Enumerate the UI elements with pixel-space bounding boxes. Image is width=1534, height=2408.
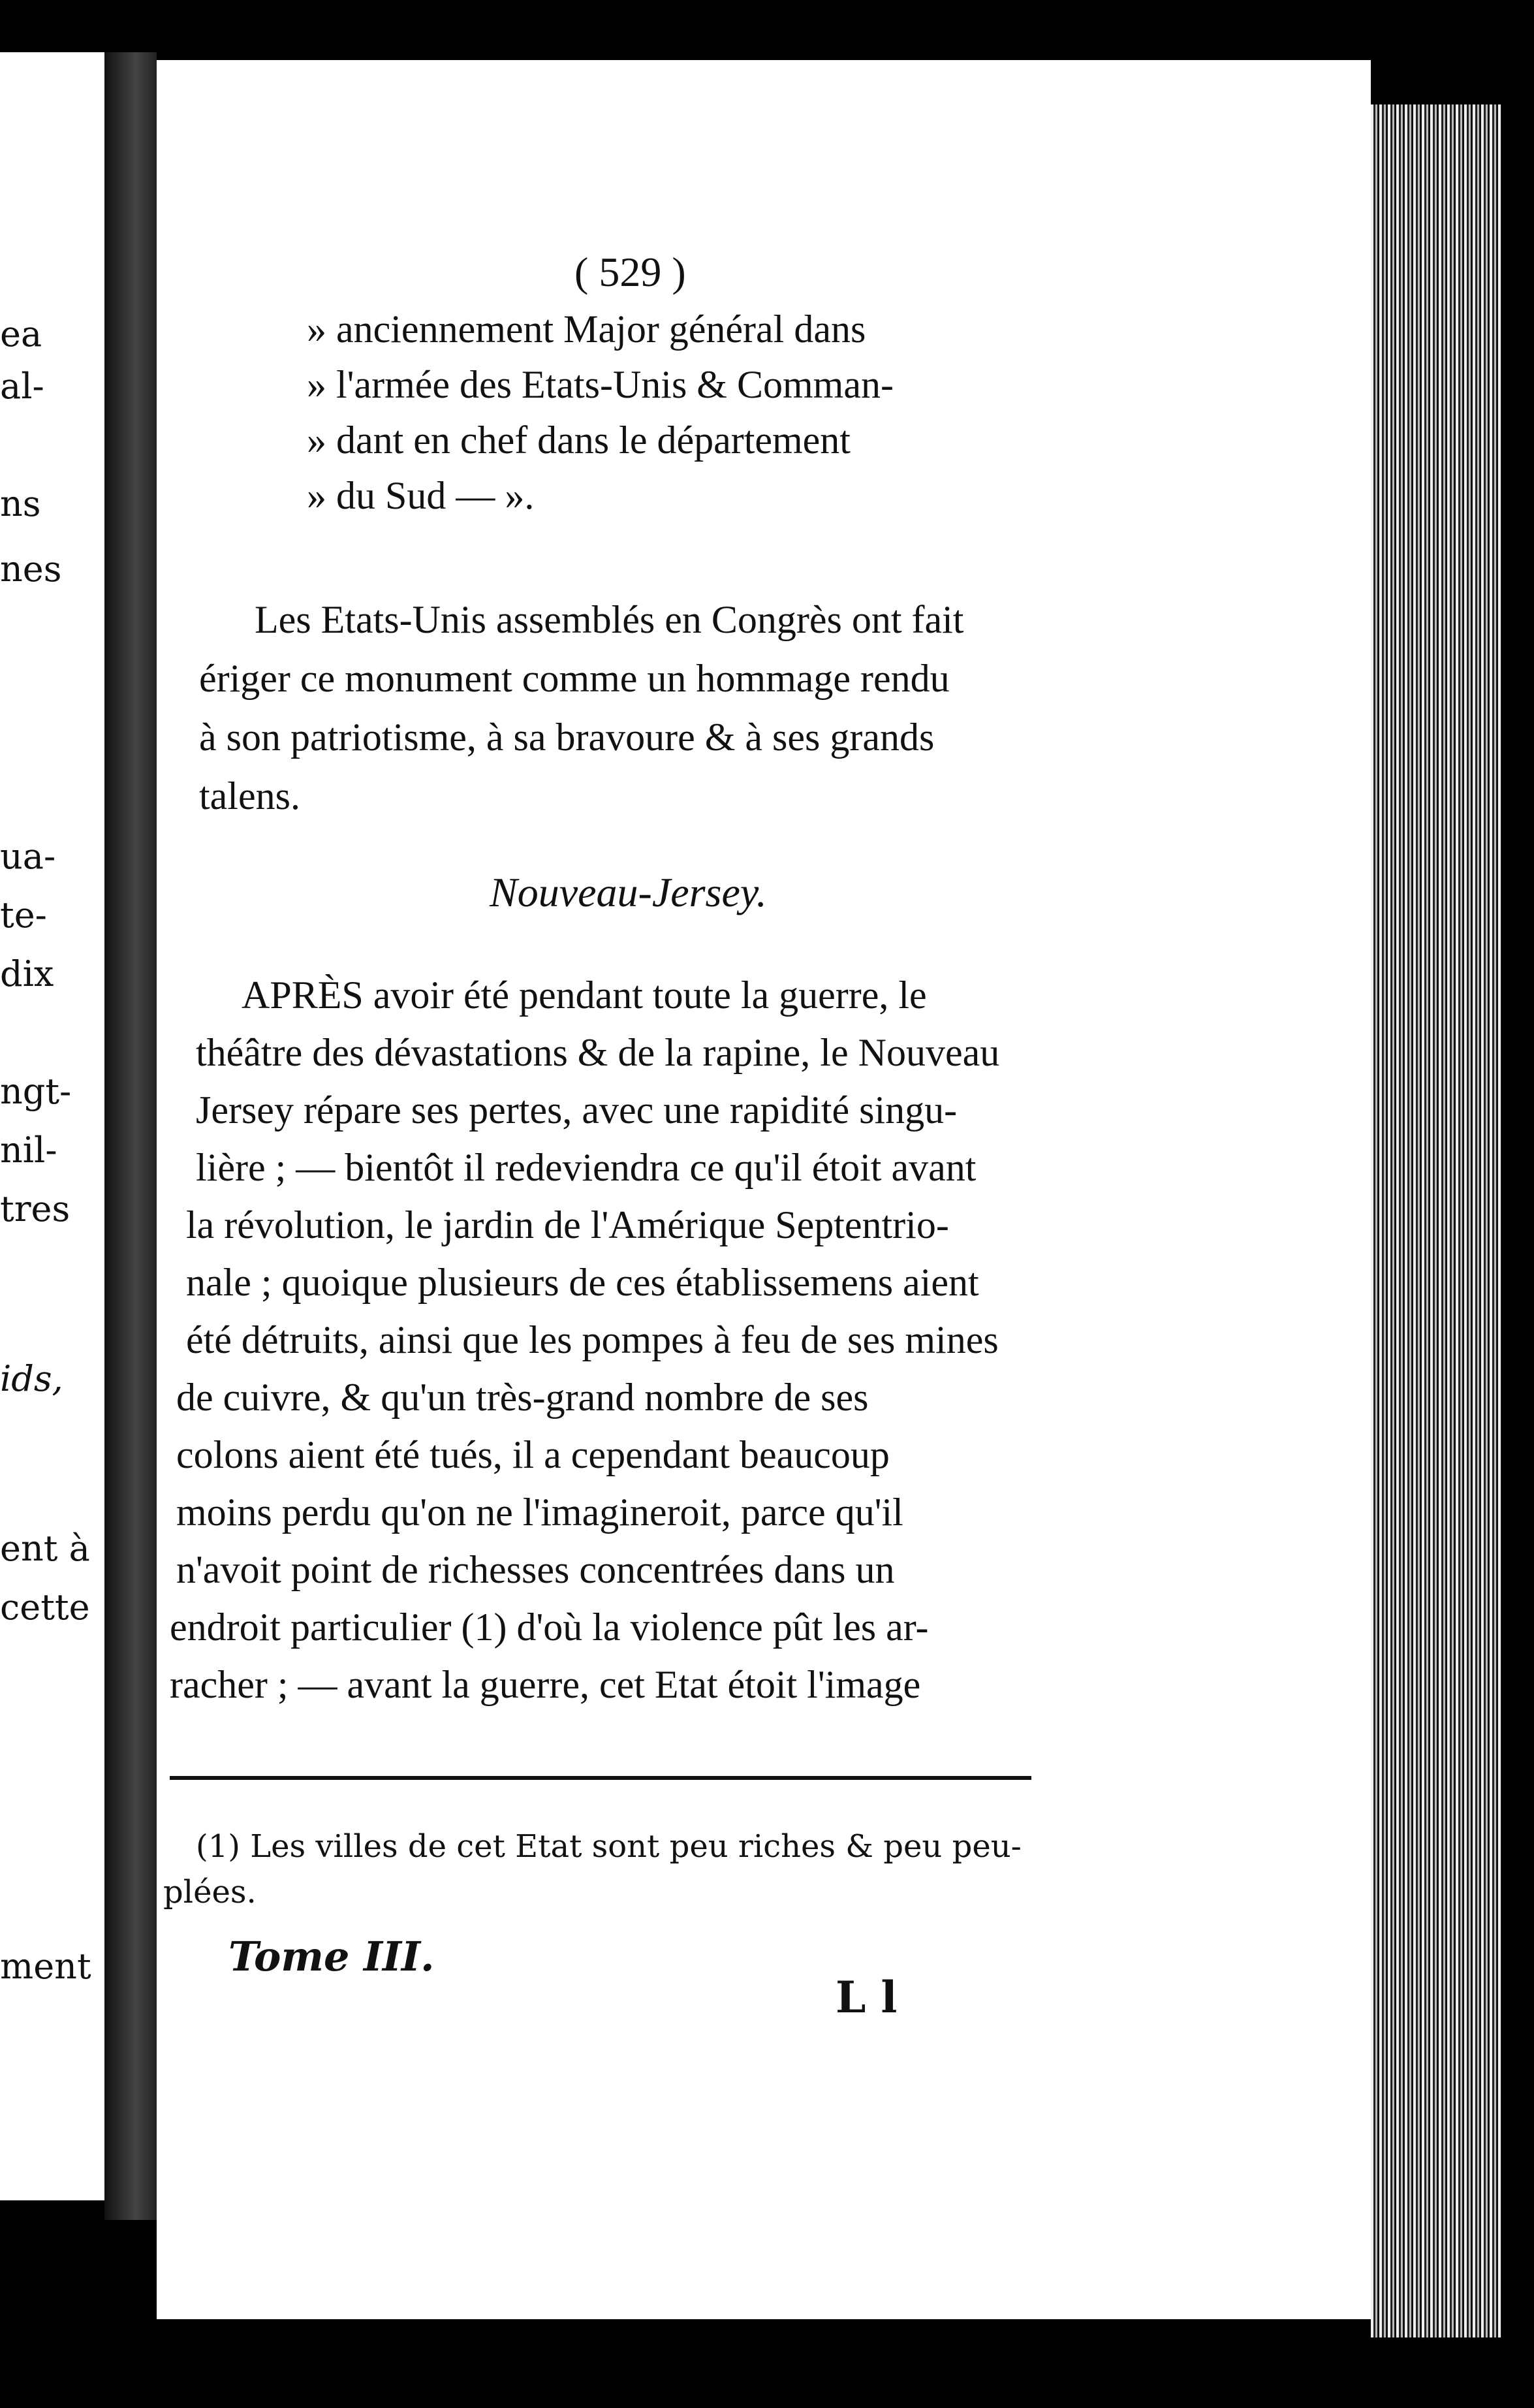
previous-page-edge: [0, 52, 111, 2200]
fragment: ns: [0, 483, 41, 524]
footnote-line: plées.: [163, 1874, 257, 1910]
fragment: te-: [0, 895, 47, 936]
paragraph-line: colons aient été tués, il a cependant beaucoup: [176, 1433, 890, 1476]
paragraph-line: théâtre des dévastations & de la rapine, le Nouveau: [196, 1031, 1000, 1074]
paragraph-line: APRÈS avoir été pendant toute la guerre, le: [242, 974, 927, 1017]
footnote-line: (1) Les villes de cet Etat sont peu riches & peu peu-: [196, 1828, 1022, 1865]
paragraph-line: n'avoit point de richesses concentrées dans un: [176, 1548, 895, 1591]
book-gutter: [104, 52, 157, 2220]
paragraph-line: Jersey répare ses pertes, avec une rapidité singu-: [196, 1088, 958, 1132]
paragraph-line: la révolution, le jardin de l'Amérique Septentrio-: [186, 1203, 949, 1246]
paragraph-line: talens.: [199, 774, 300, 817]
fragment: ent à: [0, 1528, 90, 1569]
paragraph-line: Les Etats-Unis assemblés en Congrès ont fait: [255, 598, 964, 641]
paragraph-line: endroit particulier (1) d'où la violence pût les ar-: [170, 1606, 929, 1649]
signature-letters: L l: [836, 1972, 898, 2023]
quote-line: » du Sud — ».: [307, 474, 535, 517]
fragment: ea: [0, 313, 42, 355]
section-heading: Nouveau-Jersey.: [490, 869, 767, 915]
paragraph-line: lière ; — bientôt il redeviendra ce qu'il étoit avant: [196, 1146, 977, 1189]
fragment: ment: [0, 1946, 91, 1987]
page-edges: [1371, 104, 1501, 2337]
page-number: ( 529 ): [574, 249, 686, 295]
signature-mark: Tome III.: [228, 1933, 435, 1980]
fragment: tres: [0, 1188, 70, 1229]
quote-line: » anciennement Major général dans: [307, 308, 866, 351]
fragment: al-: [0, 366, 44, 407]
fragment: nes: [0, 548, 62, 590]
fragment: ids,: [0, 1358, 63, 1399]
fragment: dix: [0, 953, 54, 994]
footnote-rule: [170, 1776, 1031, 1780]
paragraph-line: de cuivre, & qu'un très-grand nombre de ses: [176, 1376, 869, 1419]
quote-line: » l'armée des Etats-Unis & Comman-: [307, 363, 894, 406]
paragraph-line: à son patriotisme, à sa bravoure & à ses grands: [199, 716, 935, 759]
quote-line: » dant en chef dans le département: [307, 419, 851, 462]
paragraph-line: été détruits, ainsi que les pompes à feu de ses mines: [186, 1318, 999, 1361]
fragment: cette: [0, 1587, 90, 1628]
paragraph-line: nale ; quoique plusieurs de ces établissemens aient: [186, 1261, 979, 1304]
fragment: ngt-: [0, 1071, 72, 1112]
paragraph-line: moins perdu qu'on ne l'imagineroit, parce qu'il: [176, 1491, 903, 1534]
fragment: ua-: [0, 836, 56, 877]
fragment: nil-: [0, 1130, 57, 1171]
paragraph-line: racher ; — avant la guerre, cet Etat étoit l'image: [170, 1663, 921, 1706]
paragraph-line: ériger ce monument comme un hommage rendu: [199, 657, 950, 700]
